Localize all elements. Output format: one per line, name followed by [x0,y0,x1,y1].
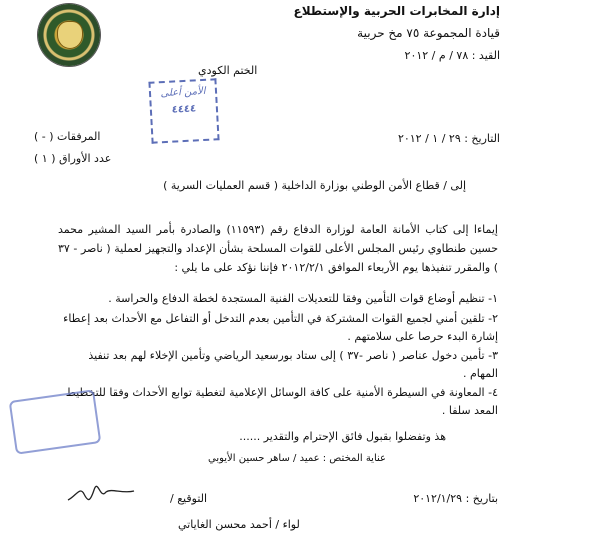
recipient-line: إلى / قطاع الأمن الوطني بوزارة الداخلية ( قسم العمليات السرية ) [163,179,466,192]
code-seal-label: الختم الكودي [198,64,258,77]
header-line-1: إدارة المخابرات الحربية والإستطلاع [293,4,500,18]
security-stamp [148,78,219,143]
signatory-name: لواء / أحمد محسن الغاياتي [178,518,300,531]
reference-number: القيد : ٧٨ / م / ٢٠١٢ [404,49,500,62]
footer-date: بتاريخ : ٢٠١٢/١/٢٩ [413,492,498,505]
stamp-text: الأمن أعلى [160,85,206,100]
stamp-number: ٤٤٤٤ [171,103,197,116]
list-item: ٢- تلقين أمني لجميع القوات المشتركة في التأمين بعدم التدخل أو التفاعل مع الأحداث بعد إعطاء إشارة البدء حرصا على سلامتهم . [63,312,498,343]
attachments-count: المرفقات ( - ) [34,130,101,143]
list-item: ٣- تأمين دخول عناصر ( ناصر -٣٧ ) إلى ستاد بورسعيد الرياضي وتأمين الإخلاء لهم بعد تنفيذ المهام . [88,349,498,380]
document-date: التاريخ : ٢٩ / ١ / ٢٠١٢ [397,132,500,145]
office-stamp-icon [9,389,102,454]
closing-line: هذ وتفضلوا بقبول فائق الإحترام والتقدير ...... [239,430,446,443]
list-item: ٤- المعاونة في السيطرة الأمنية على كافة الوسائل الإعلامية لتغطية توابع الأحداث وفقا للتخطيط المعد سلفا . [65,386,498,417]
attention-line: عناية المختص : عميد / ساهر حسين الأيوبي [207,453,386,464]
list-item: ١- تنظيم أوضاع قوات التأمين وفقا للتعديلات الفنية المستجدة لخطة الدفاع والحراسة . [108,292,498,305]
header-line-2: قيادة المجموعة ٧٥ مخ حربية [357,26,500,40]
signature-icon [66,482,136,508]
pages-count: عدد الأوراق ( ١ ) [34,152,112,165]
signature-label: التوقيع / [170,492,208,505]
emblem-seal-icon [38,4,100,66]
body-paragraph: إيماءا إلى كتاب الأمانة العامة لوزارة الدفاع رقم (١١٥٩٣) والصادرة بأمر السيد المشير محمد حسين طنطاوي رئيس المجلس الأعلى للقوات المسلحة بشأن الإعداد والتجهيز لعملية ( ناصر - ٣٧ ) والمقرر تنفيذها يوم الأربعاء الموافق ٢٠١٢/٢/١ فإننا نؤكد على ما يلي : [58,223,498,274]
